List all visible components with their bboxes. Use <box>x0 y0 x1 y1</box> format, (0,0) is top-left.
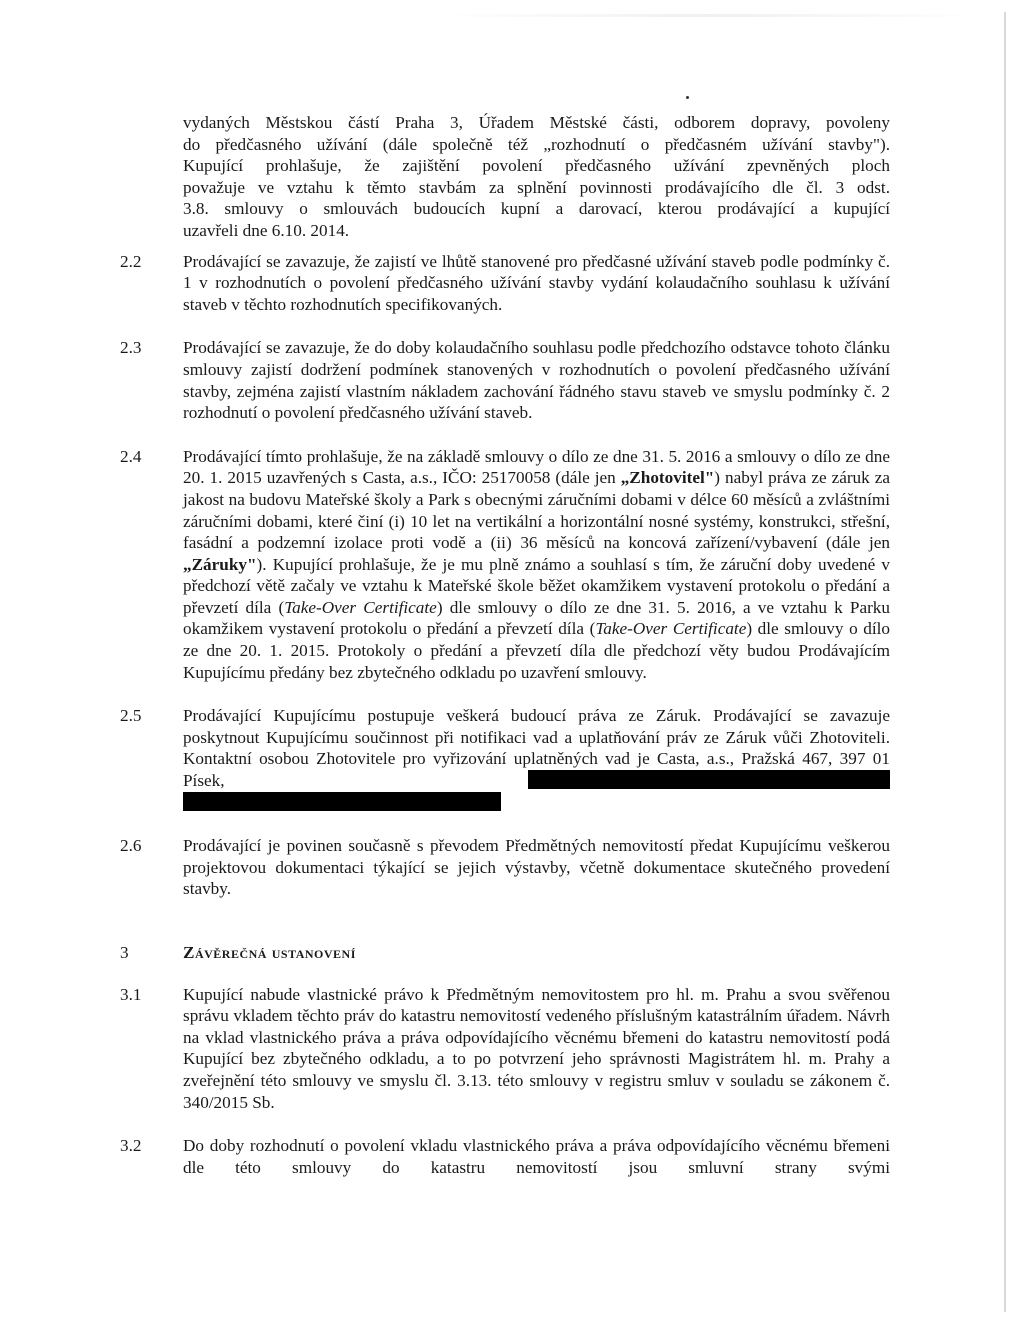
intro-line: uzavřeli dne 6.10. 2014. <box>183 220 350 240</box>
document-page <box>120 112 890 1200</box>
defined-term-zaruky: „Záruky" <box>183 554 257 574</box>
clause-number: 2.6 <box>120 836 142 856</box>
redaction-bar <box>528 770 890 789</box>
clause-text: Prodávající je povinen současně s převodem Předmětných nemovitostí předat Kupujícímu veškerou projektovou dokumentaci týkající se jejich výstavby, včetně dokumentace skutečného provedení stavby. <box>183 836 890 899</box>
clause-text <box>183 705 890 813</box>
clause-number: 2.2 <box>120 251 142 271</box>
clause-text-part: Prodávající Kupujícímu postupuje veškerá budoucí práva ze Záruk. Prodávající se zavazuje poskytnout Kupujícímu součinnost při notifikaci vad a uplatňování práv ze Záruk vůči Zhotoviteli. Kontaktní osobou Zhotovitele pro vyřizování uplatněných vad je Casta, a.s., Pražská 467, 397 01 Písek, <box>183 706 890 791</box>
section-title: Závěrečná ustanovení <box>183 943 356 962</box>
clause-text: Prodávající se zavazuje, že do doby kolaudačního souhlasu podle předchozího odstavce tohoto článku smlouvy zajistí dodržení podmínek stanovených v rozhodnutích o povolení předčasného užívání stavby, zejména zajistí vlastním nákladem zachování řádného stavu staveb ve smyslu podmínky č. 2 rozhodnutí o povolení předčasného užívání staveb. <box>183 338 890 423</box>
section-number: 3 <box>120 943 129 962</box>
clause-3-2 <box>120 1135 890 1178</box>
clause-text-part: ) nabyl práva ze záruk za jakost na budovu Mateřské školy a Park s obecnými záručními dobami v délce 60 měsíců a zvláštními záručními dobami, které činí (i) 10 let na vertikální a horizontální nosné systémy, konstrukci, střešní, fasádní a podzemní izolace proti vodě a (ii) 36 měsíců na koncová zařízení/vybavení (dále jen <box>183 468 890 553</box>
defined-term-zhotovitel: „Zhotovitel" <box>620 468 715 488</box>
redaction-bar <box>183 792 501 811</box>
clause-2-6 <box>120 835 890 900</box>
italic-term: Take-Over Certificate <box>284 597 437 617</box>
clause-number: 2.5 <box>120 706 142 726</box>
clause-text: Do doby rozhodnutí o povolení vkladu vlastnického práva a práva odpovídajícího věcnému břemeni dle této smlouvy do katastru nemovitostí jsou smluvní strany svými <box>183 1136 890 1177</box>
intro-paragraph <box>183 112 890 242</box>
clause-number: 3.2 <box>120 1136 142 1156</box>
clause-text-part: ) dle smlouvy o dílo ze dne 31. 5. 2016, a ve vztahu k Parku okamžikem vystavení protokolu o předání a převzetí díla ( <box>183 597 890 639</box>
intro-line: považuje ve vztahu k těmto stavbám za splnění povinnosti prodávajícího dle čl. 3 odst. <box>183 177 890 197</box>
clause-2-2 <box>120 251 890 316</box>
clause-number: 2.3 <box>120 338 142 358</box>
clause-text-part: ) dle smlouvy o dílo ze dne 20. 1. 2015. Protokoly o předání a převzetí díla dle předchozí věty budou Prodávajícím Kupujícímu předány bez zbytečného odkladu po uzavření smlouvy. <box>183 619 891 682</box>
scan-speck <box>686 96 689 99</box>
intro-line: Kupující prohlašuje, že zajištění povolení předčasného užívání zpevněných ploch <box>183 156 890 176</box>
clause-2-3 <box>120 337 890 423</box>
scan-edge-line <box>1004 12 1006 1312</box>
section-3-heading <box>120 942 890 964</box>
clause-3-1 <box>120 984 890 1114</box>
clause-text: Prodávající se zavazuje, že zajistí ve lhůtě stanovené pro předčasné užívání staveb podle podmínky č. 1 v rozhodnutích o povolení předčasného užívání stavby vydání kolaudačního souhlasu k užívání staveb v těchto rozhodnutích specifikovaných. <box>183 251 890 314</box>
scan-smudge <box>430 14 990 17</box>
clause-text <box>183 446 890 684</box>
clause-number: 3.1 <box>120 984 142 1004</box>
intro-line: do předčasného užívání (dále společně též „rozhodnutí o předčasném užívání stavby"). <box>183 134 890 154</box>
clause-text-part: ). Kupující prohlašuje, že je mu plně známo a souhlasí s tím, že záruční doby uvedené v předchozí větě začaly ve vztahu k Mateřské škole běžet okamžikem vystavení protokolu o předání a převzetí díla ( <box>183 554 890 617</box>
italic-term: Take-Over Certificate <box>595 619 747 639</box>
intro-line: 3.8. smlouvy o smlouvách budoucích kupní a darovací, kterou prodávající a kupující <box>183 199 890 219</box>
clause-2-4 <box>120 446 890 684</box>
clause-text-part: Prodávající tímto prohlašuje, že na základě smlouvy o dílo ze dne 31. 5. 2016 a smlouvy o dílo ze dne 20. 1. 2015 uzavřených s Casta, a.s., IČO: 25170058 (dále jen <box>183 446 890 488</box>
clause-2-5 <box>120 705 890 813</box>
clause-text: Kupující nabude vlastnické právo k Předmětným nemovitostem pro hl. m. Prahu a svou svěřenou správu vkladem těchto práv do katastru nemovitostí vedeného příslušným katastrálním úřadem. Návrh na vklad vlastnického práva a práva odpovídajícího věcnému břemeni do katastru nemovitostí podá Kupující bez zbytečného odkladu, a to po potvrzení jeho správnosti Magistrátem hl. m. Prahy a zveřejnění této smlouvy ve smyslu čl. 3.13. této smlouvy v registru smluv v souladu se zákonem č. 340/2015 Sb. <box>183 984 890 1112</box>
intro-line: vydaných Městskou částí Praha 3, Úřadem Městské části, odborem dopravy, povoleny <box>183 113 890 132</box>
clause-number: 2.4 <box>120 446 142 466</box>
